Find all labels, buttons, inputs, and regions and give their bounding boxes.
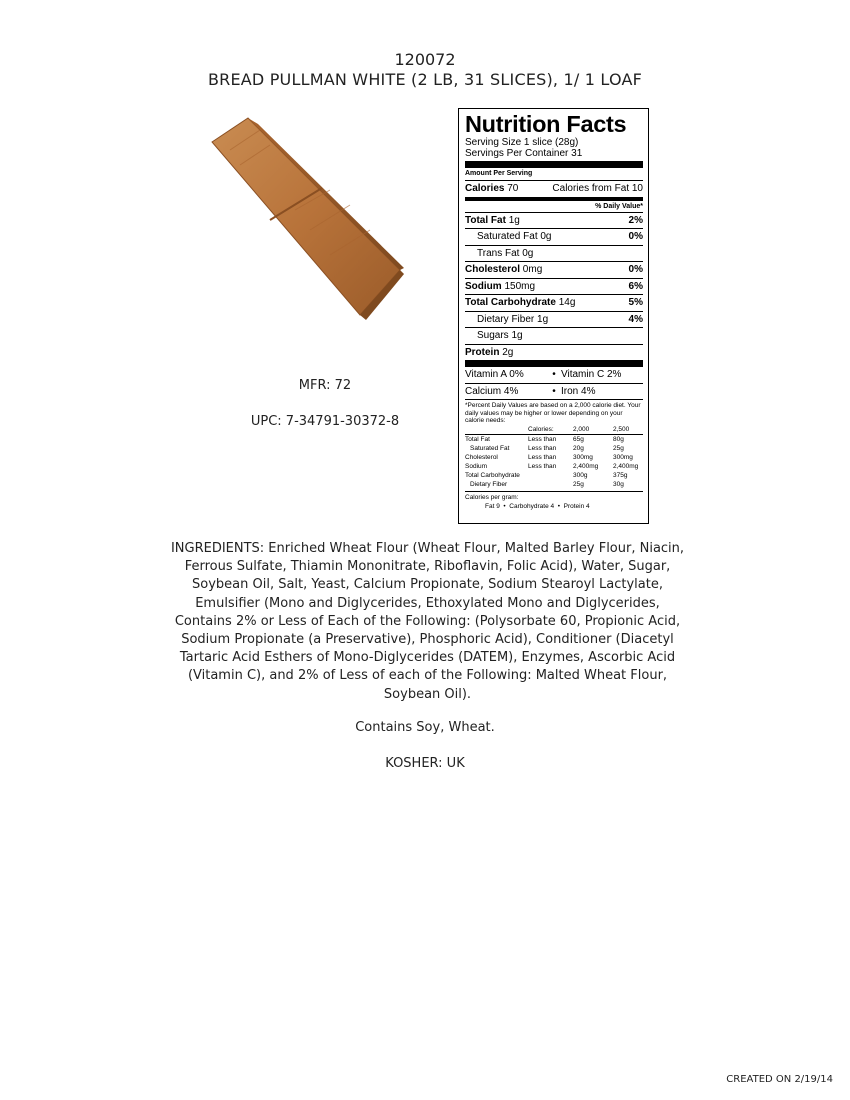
nutrient-row-saturated-fat — [465, 228, 643, 245]
nutrient-dv: 0% — [628, 231, 643, 242]
created-date: CREATED ON 2/19/14 — [726, 1074, 833, 1085]
table-cell: Less than — [528, 435, 557, 443]
nutrient-dv: 2% — [628, 214, 643, 226]
nutrient-dv: 6% — [628, 280, 643, 292]
table-cell: Total Carbohydrate — [465, 471, 520, 479]
product-title: BREAD PULLMAN WHITE (2 LB, 31 SLICES), 1/ 1 LOAF — [207, 70, 643, 89]
table-cell: 300mg — [573, 453, 593, 461]
nutrient-row-trans-fat — [465, 245, 643, 262]
table-cell: Total Fat — [465, 435, 490, 443]
table-cell: 80g — [613, 435, 624, 443]
nutrient-amount: 0mg — [522, 264, 543, 275]
nutrient-label: Cholesterol — [465, 264, 521, 275]
nutrient-amount: 2g — [502, 346, 514, 358]
mineral-row — [465, 383, 643, 400]
calcium: Calcium 4% — [465, 385, 519, 397]
daily-value-footnote: *Percent Daily Values are based on a 2,000 calorie diet. Your daily values may be higher or lower depending on your calorie needs: — [465, 402, 641, 424]
table-cell — [528, 480, 573, 489]
nutrient-amount: 150mg — [504, 280, 536, 292]
nutrient-label: Trans Fat — [477, 247, 520, 259]
table-row — [465, 480, 643, 489]
nutrient-amount: 0g — [522, 247, 534, 259]
nutrient-label: Protein — [465, 346, 500, 358]
table-row — [465, 471, 643, 480]
table-row — [465, 462, 643, 471]
calories-value: 70 — [507, 183, 519, 194]
bullet: • — [552, 369, 556, 380]
nutrient-row-total-fat — [465, 212, 643, 229]
nutrient-row-protein — [465, 344, 643, 361]
calories-label: Calories — [465, 183, 505, 194]
table-cell: Sodium — [465, 462, 488, 470]
table-cell — [528, 471, 573, 480]
table-header-row — [465, 425, 643, 435]
table-cell: 25g — [613, 444, 624, 452]
table-cell: 30g — [613, 480, 624, 488]
nutrition-facts-label — [458, 108, 649, 524]
table-cell: 25g — [573, 480, 584, 488]
table-cell: Calories: — [528, 425, 573, 435]
nutrient-row-sugars — [465, 327, 643, 344]
nutrient-row-cholesterol — [465, 261, 643, 278]
table-cell: 2,500 — [613, 425, 643, 435]
thick-divider — [465, 161, 643, 168]
table-cell: Saturated Fat — [470, 444, 510, 452]
table-cell: Cholesterol — [465, 453, 498, 461]
table-cell: Dietary Fiber — [470, 480, 508, 488]
nutrient-dv: 0% — [628, 264, 643, 275]
table-cell: Less than — [528, 462, 557, 470]
nutrient-amount: 14g — [558, 297, 576, 308]
calories-per-gram-label: Calories per gram: — [465, 493, 519, 501]
nutrient-label: Total Carbohydrate — [465, 297, 556, 308]
table-cell — [465, 425, 528, 435]
nutrient-label: Total Fat — [465, 214, 506, 226]
serving-size: Serving Size 1 slice (28g) — [465, 137, 579, 148]
nutrient-row-sodium — [465, 278, 643, 295]
table-cell: Less than — [528, 453, 557, 461]
table-cell: 20g — [573, 444, 584, 452]
daily-value-table — [465, 425, 643, 489]
nutrient-label: Sodium — [465, 280, 502, 292]
nutrient-row-total-carbohydrate — [465, 294, 643, 311]
nutrient-amount: 0g — [540, 231, 552, 242]
vitamin-a: Vitamin A 0% — [465, 369, 524, 380]
nutrient-label: Saturated Fat — [477, 231, 538, 242]
table-cell: 2,400mg — [613, 462, 639, 470]
mfr-number: MFR: 72 — [298, 378, 352, 393]
ingredients-text: INGREDIENTS: Enriched Wheat Flour (Wheat Flour, Malted Barley Flour, Niacin, Ferrous Sulfate, Thiamin Mononitrate, Riboflavin, Folic Acid), Water, Sugar, Soybean Oil, Salt, Yeast, Calcium Propionate, Sodium Stearoyl Lactylate, Emulsifier (Mono and Diglycerides, Ethoxylated Mono and Diglycerides, Contains 2% or Less of Each of the Following: (Polysorbate 60, Propionic Acid, Sodium Propionate (a Preservative), Phosphoric Acid), Conditioner (Diacetyl Tartaric Acid Esthers of Mono-Diglycerides (DATEM), Enzymes, Ascorbic Acid (Vitamin C), and 2% of Less of each of the Following: Malted Wheat Flour, Soybean Oil). — [170, 541, 685, 702]
calories-row — [465, 180, 643, 197]
thick-divider — [465, 360, 643, 367]
nutrient-dv: 4% — [628, 313, 643, 325]
calories-per-gram-values: Fat 9 • Carbohydrate 4 • Protein 4 — [485, 502, 590, 510]
table-row — [465, 444, 643, 453]
iron: Iron 4% — [561, 385, 596, 397]
bread-loaf-image — [200, 110, 410, 325]
table-cell: 2,000 — [573, 425, 613, 435]
nutrition-facts-title: Nutrition Facts — [465, 111, 627, 137]
nutrient-amount: 1g — [511, 330, 523, 341]
allergen-statement: Contains Soy, Wheat. — [355, 720, 495, 735]
table-row — [465, 453, 643, 462]
kosher-statement: KOSHER: UK — [385, 756, 465, 771]
table-cell: 2,400mg — [573, 462, 599, 470]
calories-from-fat: Calories from Fat 10 — [552, 183, 643, 194]
bullet: • — [552, 385, 556, 397]
nutrient-label: Dietary Fiber — [477, 313, 535, 325]
table-cell: Less than — [528, 444, 557, 452]
table-cell: 300g — [573, 471, 588, 479]
calories-per-gram — [465, 491, 643, 511]
table-cell: 300mg — [613, 453, 633, 461]
page-header — [0, 50, 850, 90]
amount-per-serving: Amount Per Serving — [465, 170, 533, 177]
nutrient-dv: 5% — [628, 297, 643, 308]
servings-per-container: Servings Per Container 31 — [465, 148, 583, 159]
table-row — [465, 434, 643, 444]
nutrient-amount: 1g — [537, 313, 549, 325]
upc-code: UPC: 7-34791-30372-8 — [250, 414, 400, 429]
vitamin-row — [465, 367, 643, 383]
nutrient-label: Sugars — [477, 330, 509, 341]
nutrient-row-dietary-fiber — [465, 311, 643, 328]
daily-value-header: % Daily Value* — [595, 202, 643, 210]
table-cell: 65g — [573, 435, 584, 443]
nutrient-amount: 1g — [508, 214, 520, 226]
vitamin-c: Vitamin C 2% — [561, 369, 622, 380]
item-code: 120072 — [394, 50, 456, 69]
table-cell: 375g — [613, 471, 628, 479]
